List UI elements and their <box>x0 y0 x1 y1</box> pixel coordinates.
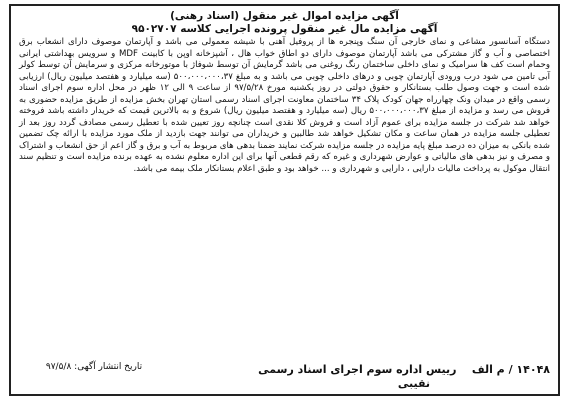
footer-publish-info <box>19 361 169 374</box>
reference-code: ۱۴۰۴۸ / م الف <box>471 363 550 376</box>
auction-notice <box>9 4 560 396</box>
notice-subtitle: آگهی مزایده مال غیر منقول پرونده اجرایی کلاسه ۹۵۰۲۷۰۷ <box>131 23 438 35</box>
notice-title: آگهی مزایده اموال غیر منقول (اسناد رهنی) <box>170 10 399 22</box>
notice-footer <box>19 361 550 391</box>
notice-body: دستگاه آسانسور مشاعی و نمای خارجی آن سنگ وپنجره ها از پروفیل آهنی با شیشه معمولی می باشد و آپارتمان موصوف دارای انشعاب برق اختصاصی و آب و گاز مشترکی می باشد آپارتمان موصوف دارای دو اطاق خواب هال ، آشپزخانه اوپن با کابینت MDF و سرویس بهداشتی ایرانی وحمام است کف ها سرامیک و نمای داخلی ساختمان رنگ روغنی می باشد گرمایش آن توسط شوفاژ با موتورخانه مرکزی و سرمایش آن توسط کولر آبی تامین می شود درب ورودی آپارتمان چوبی و درهای داخلی چوبی می باشد و به مبلغ ۵۰۰،۰۰۰،۰۰۰،۳۷ (سه میلیارد و هفتصد میلیون ریال) ارزیابی شده است و جهت وصول طلب بستانکار و حقوق دولتی در روز یکشنبه مورخ ۹۷/۵/۲۸ از ساعت ۹ الی ۱۲ ظهر در محل اداره سوم اجرای اسناد رسمی واقع در میدان ونک چهارراه جهان کودک پلاک ۳۴ ساختمان معاونت اجرای اسناد رسمی استان تهران بخش مزایده از طریق مزایده حضوری به فروش می رسد و مزایده از مبلغ ۵۰۰،۰۰۰،۰۰۰،۳۷ ریال (سه میلیارد و هفتصد میلیون ریال) شروع و به بالاترین قیمت که خریدار داشته باشد فروخته خواهد شد شرکت در جلسه مزایده برای عموم آزاد است و فروش کلا نقدی است چنانچه روز تعیین شده با تعطیل رسمی مصادف گردد روز بعد از تعطیلی جلسه مزایده در همان ساعت و مکان تشکیل خواهد شد طالبین و خریداران می توانند جهت بازدید از ملک مورد مزایده با ارائه چک تضمین شده بانکی به میزان ده درصد مبلغ پایه مزایده در جلسه مزایده شرکت نمایند ضمنا بدهی های مربوط به آب و برق و گاز اعم از حق انشعاب و اشتراک و مصرف و نیز بدهی های مالیاتی و عوارض شهرداری و غیره که رقم قطعی آنها برای این اداره معلوم نشده به عهده برنده مزایده است و تنظیم سند انتقال موکول به پرداخت مالیات دارایی ، دارایی و شهرداری و ... خواهد بود و طبق اعلام بستانکار ملک بیمه می باشد. <box>19 37 551 175</box>
issuer-name: نقیبی <box>397 377 430 390</box>
publish-date: تاریخ انتشار آگهی: ۹۷/۵/۸ <box>45 362 143 372</box>
issuer-office: رییس اداره سوم اجرای اسناد رسمی <box>258 363 457 376</box>
issuer-title <box>258 363 550 377</box>
